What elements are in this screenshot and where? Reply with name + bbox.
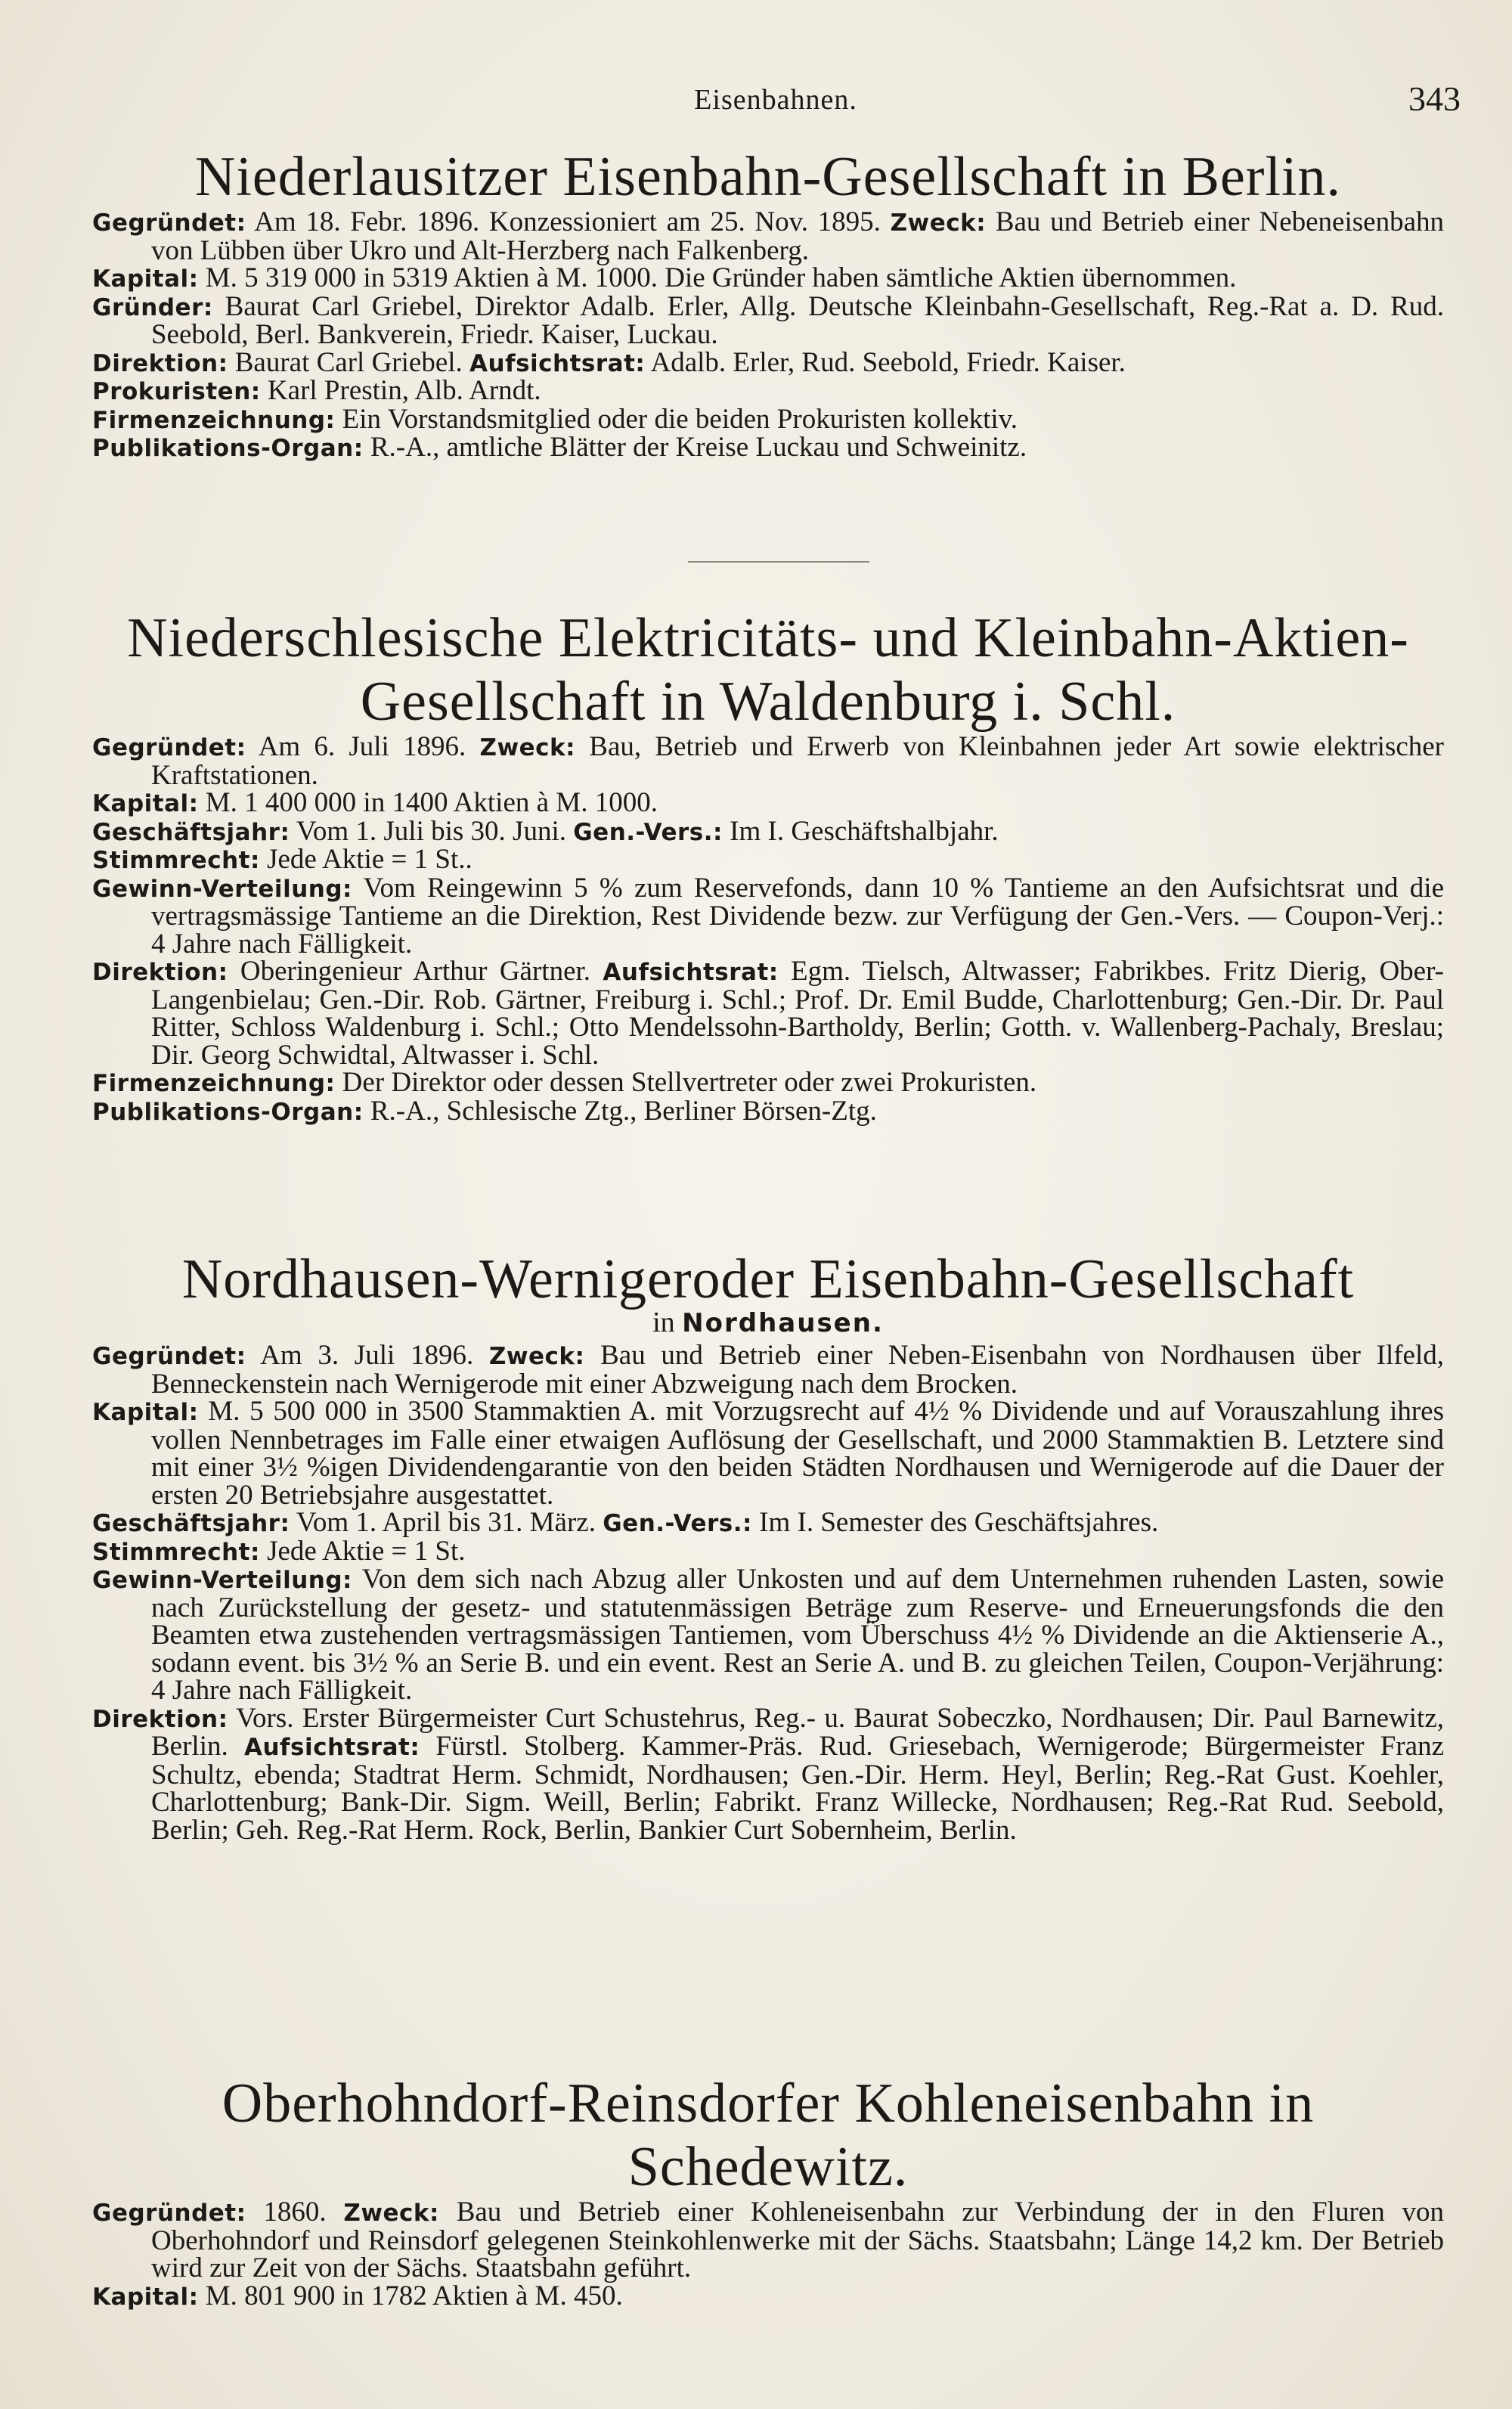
field-text: Bau und Betrieb einer Kohleneisenbahn zur Verbindung der in den Fluren von Oberhohndorf und Reinsdorf gelegenen Steinkohlenwerke mit der Sächs. Staatsbahn; Länge 14,2 km. Der Betrieb wird zur Zeit von der Sächs. Staatsbahn geführt. bbox=[151, 2197, 1444, 2283]
field-text: Vom 1. April bis 31. März. bbox=[290, 1507, 603, 1538]
field-text: Adalb. Erler, Rud. Seebold, Friedr. Kaiser. bbox=[645, 346, 1126, 378]
field-label: Firmenzeichnung: bbox=[92, 406, 336, 434]
field-label: Aufsichtsrat: bbox=[603, 959, 779, 986]
entry-body bbox=[92, 1342, 1444, 1844]
subtitle-place: Nordhausen. bbox=[682, 1308, 884, 1338]
company-entry bbox=[92, 2072, 1444, 2311]
field-label: Kapital: bbox=[92, 2283, 199, 2311]
field-label: Gewinn-Verteilung: bbox=[92, 875, 352, 903]
field-text: Jede Aktie = 1 St. bbox=[259, 1535, 466, 1567]
entry-title: Niederschlesische Elektricitäts- und Kleinbahn-Aktien-Gesellschaft in Waldenburg i. Schl. bbox=[127, 607, 1409, 733]
entry-paragraph bbox=[92, 1566, 1444, 1705]
company-entry bbox=[92, 145, 1444, 463]
field-text: M. 801 900 in 1782 Aktien à M. 450. bbox=[198, 2280, 623, 2311]
entry-paragraph bbox=[92, 262, 1444, 293]
field-text: R.-A., Schlesische Ztg., Berliner Börsen-Ztg. bbox=[363, 1095, 877, 1127]
entry-paragraph bbox=[92, 1535, 1444, 1567]
entry-paragraph bbox=[92, 377, 1444, 406]
field-text: Am 6. Juli 1896. bbox=[246, 731, 480, 762]
field-label: Gegründet: bbox=[92, 209, 246, 237]
entry-paragraph bbox=[92, 1398, 1444, 1509]
field-label: Kapital: bbox=[92, 790, 199, 817]
field-label: Prokuristen: bbox=[92, 378, 261, 405]
field-label: Zweck: bbox=[890, 209, 987, 237]
entry-paragraph bbox=[92, 434, 1444, 463]
field-text: Baurat Carl Griebel, Direktor Adalb. Erler, Allg. Deutsche Kleinbahn-Gesellschaft, Reg.-Rat a. D. Rud. Seebold, Berl. Bankverein, Friedr. Kaiser, Luckau. bbox=[151, 290, 1444, 350]
field-text: Bau, Betrieb und Erwerb von Kleinbahnen jeder Art sowie elektrischer Kraftstationen. bbox=[151, 731, 1445, 791]
field-label: Zweck: bbox=[488, 1343, 585, 1370]
field-text: Der Direktor oder dessen Stellvertreter oder zwei Prokuristen. bbox=[335, 1067, 1037, 1098]
running-title: Eisenbahnen. bbox=[694, 84, 857, 116]
field-label: Zweck: bbox=[343, 2200, 439, 2227]
company-entry bbox=[92, 606, 1444, 1126]
entry-paragraph bbox=[92, 815, 1444, 847]
field-text: Am 18. Febr. 1896. Konzessioniert am 25. Nov. 1895. bbox=[246, 206, 891, 237]
field-text: M. 5 500 000 in 3500 Stammaktien A. mit Vorzugsrecht auf 4½ % Dividende und auf Vorauszahlung ihres vollen Nennbetrages im Falle einer etwaigen Auflösung der Gesellschaft, und 2000 Stammaktien B. Letztere sind mit einer 3½ %igen Dividendengarantie von den beiden Städten Nordhausen und Wernigerode auf die Dauer der ersten 20 Betriebsjahre ausgestattet. bbox=[151, 1396, 1444, 1511]
field-label: Gen.-Vers.: bbox=[603, 1510, 752, 1537]
entry-title: Nordhausen-Wernigeroder Eisenbahn-Gesellschaft bbox=[181, 1248, 1355, 1310]
field-text: Baurat Carl Griebel. bbox=[228, 346, 470, 378]
field-text: Am 3. Juli 1896. bbox=[246, 1340, 489, 1371]
entry-paragraph bbox=[92, 846, 1444, 875]
field-text: Egm. Tielsch, Altwasser; Fabrikbes. Fritz Dierig, Ober-Langenbielau; Gen.-Dir. Rob. Gärtner, Freiburg i. Schl.; Prof. Dr. Emil Budde, Charlottenburg; Gen.-Dir. Dr. Paul Ritter, Schloss Waldenburg i. Schl.; Otto Mendelssohn-Bartholdy, Berlin; Gotth. v. Wallenberg-Pachaly, Breslau; Dir. Georg Schwidtal, Altwasser i. Schl. bbox=[151, 956, 1444, 1071]
field-text: Vom Reingewinn 5 % zum Reservefonds, dann 10 % Tantieme an den Aufsichtsrat und die vertragsmässige Tantieme an die Direktion, Rest Dividende bezw. zur Verfügung der Gen.-Vers. — Coupon-Verj.: 4 Jahre nach Fälligkeit. bbox=[151, 872, 1444, 960]
entry-paragraph bbox=[92, 2280, 1444, 2311]
field-text: Im I. Geschäftshalbjahr. bbox=[722, 815, 999, 847]
field-label: Zweck: bbox=[479, 734, 576, 761]
entry-paragraph bbox=[92, 1702, 1445, 1846]
field-label: Kapital: bbox=[92, 1399, 199, 1426]
field-label: Direktion: bbox=[92, 349, 228, 377]
entry-paragraph bbox=[92, 2199, 1444, 2283]
field-label: Gewinn-Verteilung: bbox=[92, 1567, 352, 1594]
subtitle-prefix: in bbox=[652, 1307, 675, 1338]
field-text: Von dem sich nach Abzug aller Unkosten und auf dem Unternehmen ruhenden Lasten, sowie nach Zurückstellung der gesetz- und statutenmässigen Beträge zum Reserve- und Erneuerungsfonds die den Beamten etwa zustehenden vertragsmässigen Tantiemen, vom Überschuss 4½ % Dividende an die Aktienserie A., sodann event. bis 3½ % an Serie B. und ein event. Rest an Serie A. und B. zu gleichen Teilen, Coupon-Verjährung: 4 Jahre nach Fälligkeit. bbox=[151, 1564, 1444, 1706]
field-text: Oberingenieur Arthur Gärtner. bbox=[228, 956, 603, 987]
entry-paragraph bbox=[92, 872, 1444, 960]
field-text: M. 1 400 000 in 1400 Aktien à M. 1000. bbox=[198, 787, 658, 818]
field-label: Publikations-Organ: bbox=[92, 1098, 364, 1126]
entry-title: Oberhohndorf-Reinsdorfer Kohleneisenbahn in Schedewitz. bbox=[222, 2073, 1315, 2198]
field-label: Aufsichtsrat: bbox=[469, 349, 646, 377]
field-label: Stimmrecht: bbox=[92, 1538, 260, 1566]
entry-paragraph bbox=[92, 1095, 1444, 1127]
field-label: Aufsichtsrat: bbox=[243, 1734, 420, 1761]
entry-paragraph bbox=[92, 1509, 1444, 1538]
entry-body bbox=[92, 733, 1444, 1126]
field-label: Publikations-Organ: bbox=[92, 435, 364, 462]
field-label: Stimmrecht: bbox=[92, 847, 260, 874]
field-text: 1860. bbox=[246, 2197, 344, 2228]
field-label: Kapital: bbox=[92, 265, 199, 293]
field-text: M. 5 319 000 in 5319 Aktien à M. 1000. Die Gründer haben sämtliche Aktien übernommen. bbox=[198, 262, 1237, 293]
field-label: Direktion: bbox=[92, 959, 228, 986]
field-text: Vom 1. Juli bis 30. Juni. bbox=[290, 815, 574, 847]
page-number: 343 bbox=[1408, 79, 1461, 118]
entry-paragraph bbox=[92, 1069, 1444, 1098]
entry-paragraph bbox=[92, 958, 1444, 1069]
entry-paragraph bbox=[92, 733, 1444, 789]
running-head bbox=[91, 79, 1461, 116]
field-text: Im I. Semester des Geschäftsjahres. bbox=[751, 1507, 1159, 1538]
field-text: R.-A., amtliche Blätter der Kreise Luckau und Schweinitz. bbox=[363, 432, 1027, 463]
entry-paragraph bbox=[92, 290, 1444, 350]
entry-paragraph bbox=[92, 206, 1444, 266]
entry-body bbox=[92, 2199, 1444, 2311]
entry-paragraph bbox=[92, 1342, 1444, 1398]
field-label: Direktion: bbox=[92, 1705, 228, 1733]
field-text: Vors. Erster Bürgermeister Curt Schustehrus, Reg.- u. Baurat Sobeczko, Nordhausen; Dir. Paul Barnewitz, Berlin. bbox=[151, 1702, 1444, 1762]
field-text: Bau und Betrieb einer Neben-Eisenbahn von Nordhausen über Ilfeld, Benneckenstein nach Wernigerode mit einer Abzweigung nach dem Brocken. bbox=[151, 1340, 1445, 1400]
entry-paragraph bbox=[92, 789, 1444, 818]
field-label: Geschäftsjahr: bbox=[92, 818, 290, 846]
entry-subtitle bbox=[92, 1307, 1444, 1339]
entry-paragraph bbox=[92, 346, 1444, 378]
field-text: Karl Prestin, Alb. Arndt. bbox=[260, 375, 541, 406]
field-label: Firmenzeichnung: bbox=[92, 1070, 336, 1097]
field-label: Gegründet: bbox=[92, 734, 246, 761]
field-text: Fürstl. Stolberg. Kammer-Präs. Rud. Griesebach, Wernigerode; Bürgermeister Franz Schultz, ebenda; Stadtrat Herm. Schmidt, Nordhausen; Gen.-Dir. Herm. Heyl, Berlin; Reg.-Rat Gust. Koehler, Charlottenburg; Bank-Dir. Sigm. Weill, Berlin; Fabrikt. Franz Willecke, Nordhausen; Reg.-Rat Rud. Seebold, Berlin; Geh. Reg.-Rat Herm. Rock, Berlin, Bankier Curt Sobernheim, Berlin. bbox=[151, 1731, 1445, 1846]
entry-body bbox=[92, 206, 1444, 463]
field-label: Gegründet: bbox=[92, 1343, 246, 1370]
field-label: Gen.-Vers.: bbox=[573, 818, 723, 846]
field-text: Bau und Betrieb einer Nebeneisenbahn von Lübben über Ukro und Alt-Herzberg nach Falkenberg. bbox=[151, 206, 1444, 266]
field-label: Gründer: bbox=[92, 293, 213, 321]
field-label: Gegründet: bbox=[92, 2200, 246, 2227]
field-label: Geschäftsjahr: bbox=[92, 1510, 290, 1537]
field-text: Ein Vorstandsmitglied oder die beiden Prokuristen kollektiv. bbox=[335, 403, 1018, 435]
field-text: Jede Aktie = 1 St.. bbox=[259, 844, 472, 875]
section-divider bbox=[688, 561, 869, 563]
entry-title: Niederlausitzer Eisenbahn-Gesellschaft in Berlin. bbox=[194, 146, 1342, 208]
entry-paragraph bbox=[92, 403, 1444, 435]
company-entry bbox=[92, 1249, 1444, 1844]
